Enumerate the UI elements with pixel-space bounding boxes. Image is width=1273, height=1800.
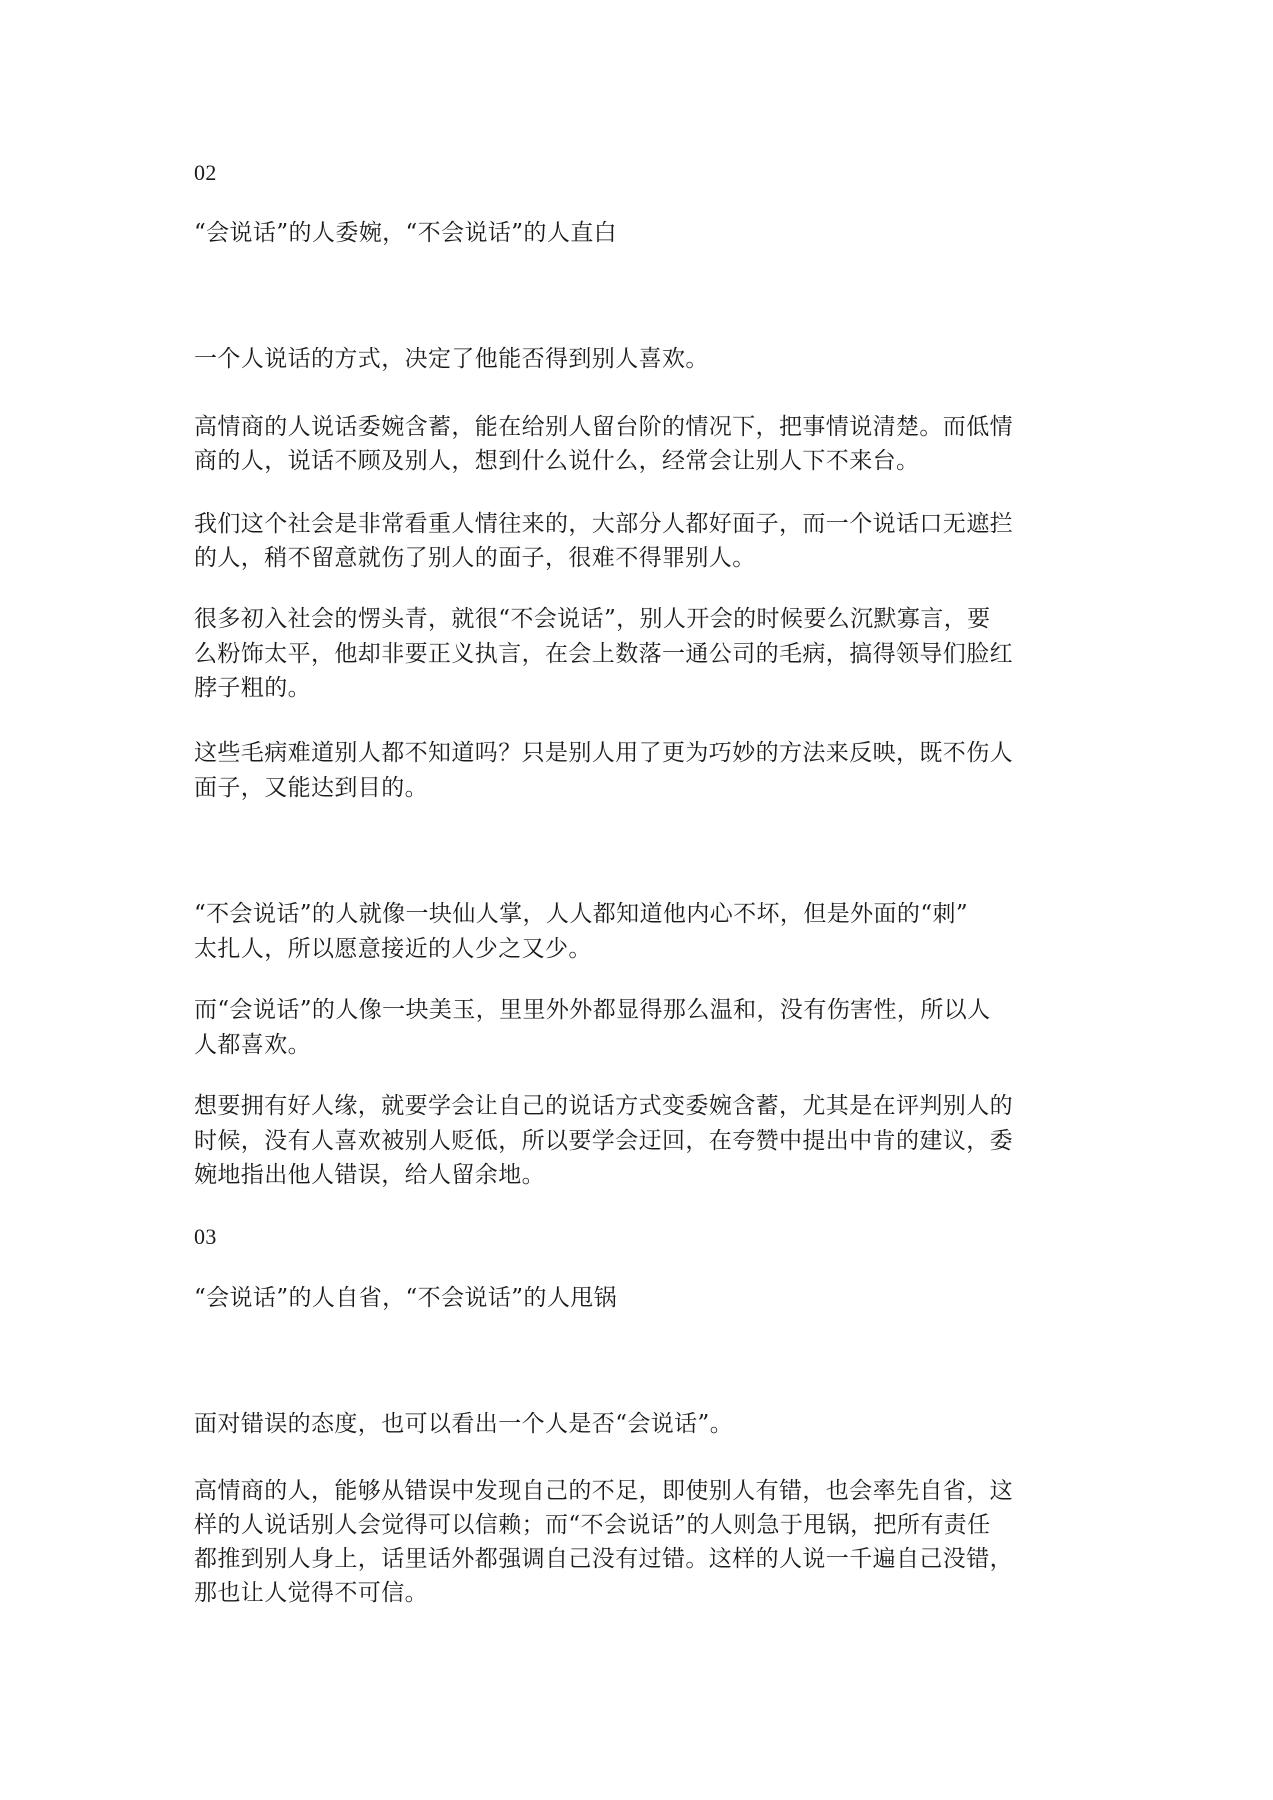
paragraph-line: 高情商的人说话委婉含蓄，能在给别人留台阶的情况下，把事情说清楚。而低情 [194,414,1013,440]
paragraph-line: 面对错误的态度，也可以看出一个人是否“会说话”。 [194,1411,734,1437]
paragraph-line: “不会说话”的人就像一块仙人掌，人人都知道他内心不坏，但是外面的“刺” [194,901,969,927]
section-heading: “会说话”的人自省，“不会说话”的人甩锅 [194,1285,618,1311]
paragraph-line: 一个人说话的方式，决定了他能否得到别人喜欢。 [194,346,709,372]
paragraph-line: 面子，又能达到目的。 [194,775,428,801]
paragraph-line: 的人，稍不留意就伤了别人的面子，很难不得罪别人。 [194,545,756,571]
section-number: 03 [194,1224,217,1249]
paragraph-line: 高情商的人，能够从错误中发现自己的不足，即使别人有错，也会率先自省，这 [194,1478,1013,1504]
paragraph-line: 而“会说话”的人像一块美玉，里里外外都显得那么温和，没有伤害性，所以人 [194,997,991,1023]
paragraph-line: 这些毛病难道别人都不知道吗？只是别人用了更为巧妙的方法来反映，既不伤人 [194,740,1013,766]
paragraph-line: 么粉饰太平，他却非要正义执言，在会上数落一通公司的毛病，搞得领导们脸红 [194,641,1013,667]
paragraph-line: 很多初入社会的愣头青，就很“不会说话”，别人开会的时候要么沉默寡言，要 [194,606,991,632]
paragraph-line: 我们这个社会是非常看重人情往来的，大部分人都好面子，而一个说话口无遮拦 [194,511,1013,537]
paragraph-line: 都推到别人身上，话里话外都强调自己没有过错。这样的人说一千遍自己没错， [194,1546,1013,1572]
section-number: 02 [194,160,217,185]
paragraph-line: 那也让人觉得不可信。 [194,1580,428,1606]
paragraph-line: 脖子粗的。 [194,675,311,701]
paragraph-line: 人都喜欢。 [194,1032,311,1058]
section-heading: “会说话”的人委婉，“不会说话”的人直白 [194,220,618,246]
paragraph-line: 婉地指出他人错误，给人留余地。 [194,1162,545,1188]
paragraph-line: 样的人说话别人会觉得可以信赖；而“不会说话”的人则急于甩锅，把所有责任 [194,1512,991,1538]
paragraph-line: 时候，没有人喜欢被别人贬低，所以要学会迂回，在夸赞中提出中肯的建议，委 [194,1128,1013,1154]
paragraph-line: 太扎人，所以愿意接近的人少之又少。 [194,936,592,962]
paragraph-line: 商的人，说话不顾及别人，想到什么说什么，经常会让别人下不来台。 [194,448,920,474]
paragraph-line: 想要拥有好人缘，就要学会让自己的说话方式变委婉含蓄，尤其是在评判别人的 [194,1093,1013,1119]
